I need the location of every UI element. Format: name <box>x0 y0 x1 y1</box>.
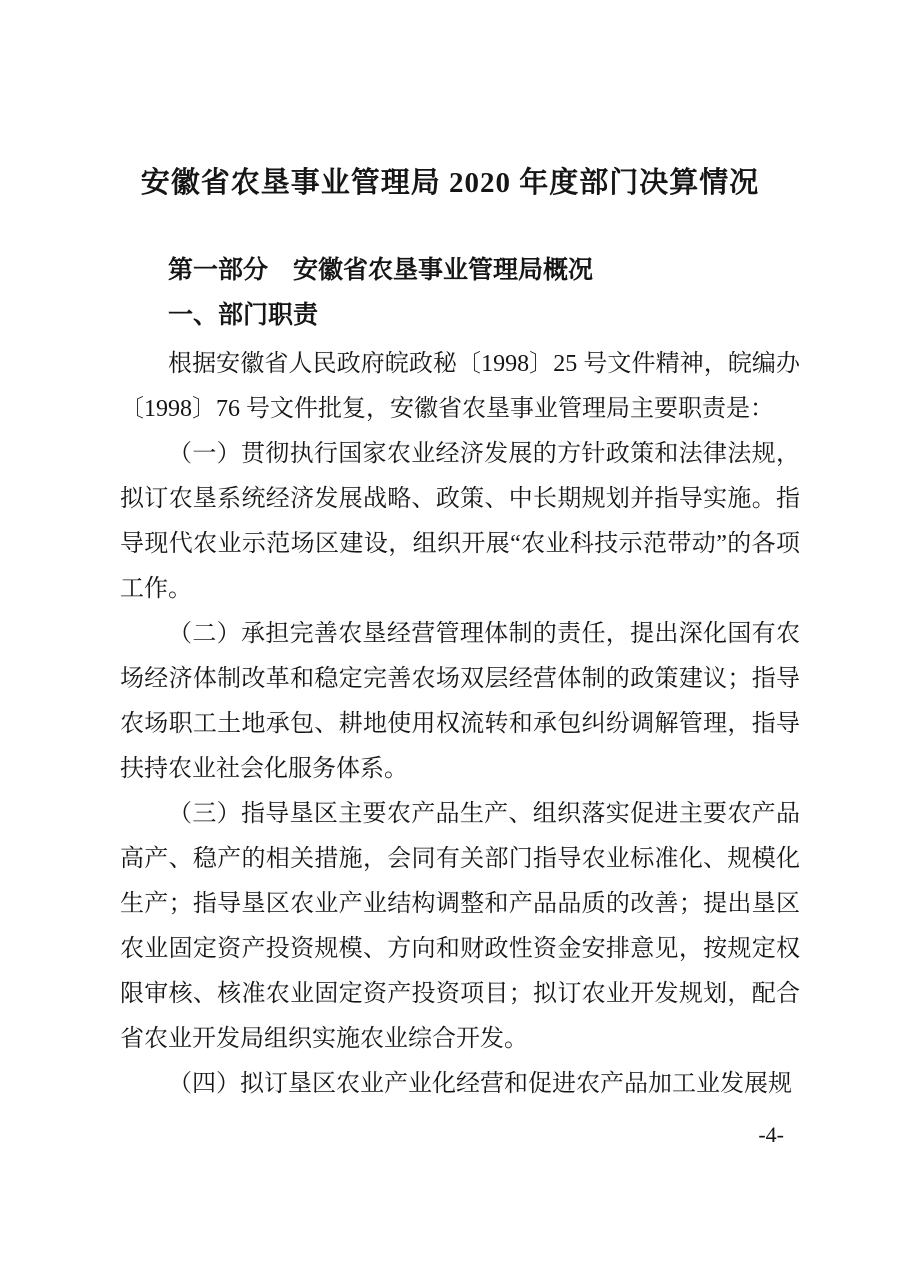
paragraph-duty-4: （四）拟订垦区农业产业化经营和促进农产品加工业发展规 <box>168 1071 792 1097</box>
body-text <box>120 342 800 1107</box>
paragraph-intro: 根据安徽省人民政府皖政秘〔1998〕25 号文件精神，皖编办〔1998〕76 号文件批复，安徽省农垦事业管理局主要职责是： <box>120 351 800 422</box>
paragraph-duty-2: （二）承担完善农垦经营管理体制的责任，提出深化国有农场经济体制改革和稳定完善农场双层经营体制的政策建议；指导农场职工土地承包、耕地使用权流转和承包纠纷调解管理，指导扶持农业社会化服务体系。 <box>120 621 800 782</box>
document-title: 安徽省农垦事业管理局 2020 年度部门决算情况 <box>140 167 760 199</box>
paragraph-duty-1: （一）贯彻执行国家农业经济发展的方针政策和法律法规，拟订农垦系统经济发展战略、政策、中长期规划并指导实施。指导现代农业示范场区建设，组织开展“农业科技示范带动”的各项工作。 <box>120 441 800 602</box>
paragraph-duty-3: （三）指导垦区主要农产品生产、组织落实促进主要农产品高产、稳产的相关措施，会同有关部门指导农业标准化、规模化生产；指导垦区农业产业结构调整和产品品质的改善；提出垦区农业固定资产投资规模、方向和财政性资金安排意见，按规定权限审核、核准农业固定资产投资项目；拟订农业开发规划，配合省农业开发局组织实施农业综合开发。 <box>120 801 800 1052</box>
subsection-heading-duties: 一、部门职责 <box>168 301 319 329</box>
page-number: -4- <box>758 1122 784 1147</box>
section-heading-part-one: 第一部分 安徽省农垦事业管理局概况 <box>168 256 594 284</box>
